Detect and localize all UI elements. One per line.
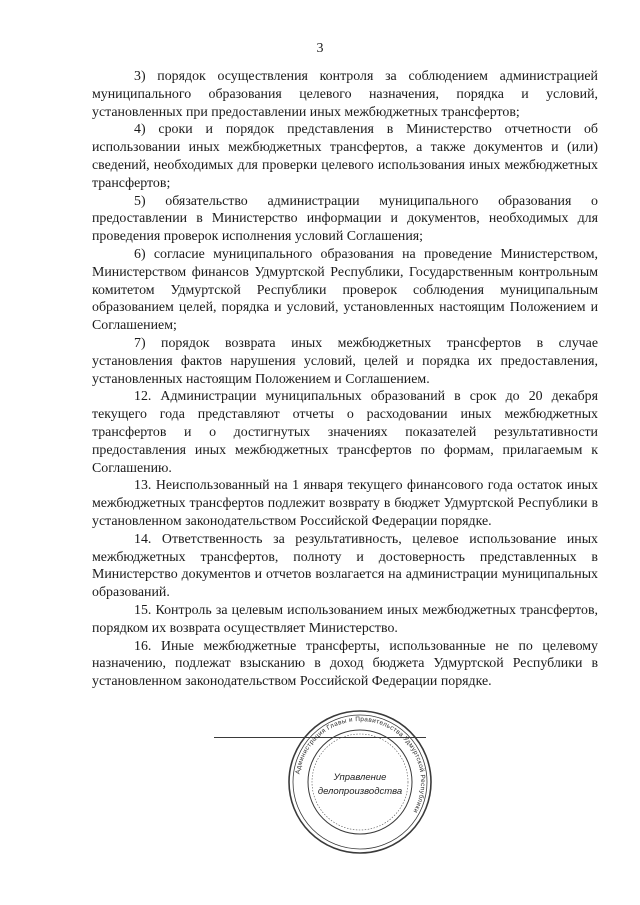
seal-ring-text: Администрация Главы и Правительства Удмуртской Республики [294,715,427,815]
paragraph-13: 13. Неиспользованный на 1 января текущего финансового года остаток иных межбюджетных трансфертов подлежит возврату в бюджет Удмуртской Республики в установленном законодательством Российской Федерации порядке. [92,478,598,529]
seal-text-line1: Управление [333,772,387,783]
paragraph-12: 12. Администрации муниципальных образований в срок до 20 декабря текущего года представляют отчеты о расходовании иных межбюджетных трансфертов и о достигнутых значениях показателей результативности предоставления иных межбюджетных трансфертов по формам, прилагаемым к Соглашению. [92,389,598,476]
paragraph-item-5: 5) обязательство администрации муниципального образования о предоставлении в Министерство информации и документов, необходимых для проведения проверок исполнения условий Соглашения; [92,193,598,245]
paragraph-15: 15. Контроль за целевым использованием иных межбюджетных трансфертов, порядком их возврата осуществляет Министерство. [92,602,598,636]
paragraph-16: 16. Иные межбюджетные трансферты, использованные не по целевому назначению, подлежат взысканию в доход бюджета Удмуртской Республики в установленном законодательством Российской Федерации порядке. [92,638,598,690]
paragraph-item-4: 4) сроки и порядок представления в Министерство отчетности об использовании иных межбюджетных трансфертов, а также документов и (или) сведений, необходимых для проверки целевого использования иных межбюджетных трансфертов; [92,122,598,191]
paragraph-14: 14. Ответственность за результативность, целевое использование иных межбюджетных трансфертов, полноту и достоверность представленных в Министерство документов и отчетов возлагается на администрации муниципальных образований. [92,531,598,601]
paragraph-item-6: 6) согласие муниципального образования на проведение Министерством, Министерством финансов Удмуртской Республики, Государственным контрольным комитетом Удмуртской Республики проверок соблюдения муниципальным образованием целей, порядка и условий, установленных настоящим Положением и Соглашением; [92,246,598,334]
page-number: 3 [316,41,324,56]
paragraph-item-7: 7) порядок возврата иных межбюджетных трансфертов в случае установления фактов нарушения условий, целей и порядка их предоставления, установленных настоящим Положением и Соглашением. [92,335,598,387]
official-seal-stamp [286,708,434,856]
paragraph-item-3: 3) порядок осуществления контроля за соблюдением администрацией муниципального образования целевого назначения, порядка и условий, установленных при предоставлении иных межбюджетных трансфертов; [92,69,598,120]
seal-text-line2: делопроизводства [317,786,403,797]
document-body [92,68,598,691]
